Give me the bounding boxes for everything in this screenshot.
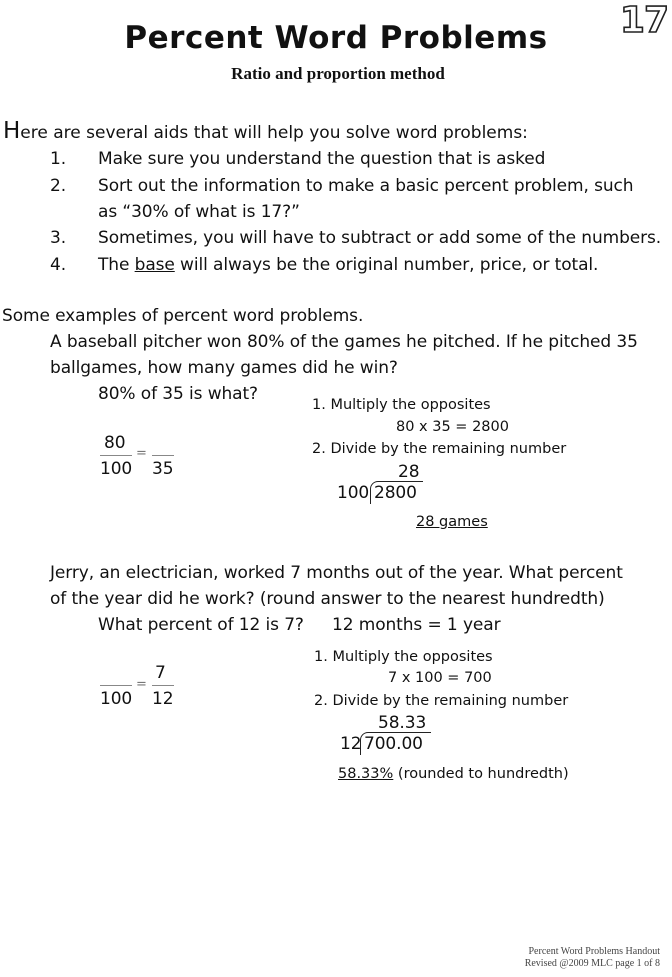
aid-text-4 (98, 255, 598, 275)
intro-line (3, 118, 528, 144)
example1-dividend: 2800 (374, 483, 417, 503)
page-number: 17 (619, 0, 668, 41)
aid-text-4-before: The (98, 255, 135, 275)
example1-answer: 28 games (416, 514, 488, 530)
examples-heading: Some examples of percent word problems. (2, 306, 364, 326)
example2-restated: What percent of 12 is 7? (98, 615, 304, 635)
example1-step1: 1. Multiply the opposites (312, 397, 491, 413)
example2-divisor: 12 (340, 734, 362, 754)
example2-fraction-right-bar (152, 685, 174, 686)
example2-step1: 1. Multiply the opposites (314, 649, 493, 665)
aid-text-4-base: base (134, 255, 175, 275)
example1-restated: 80% of 35 is what? (98, 384, 258, 404)
example1-quotient: 28 (398, 462, 420, 482)
aid-number-3: 3. (50, 228, 67, 248)
example2-line1: Jerry, an electrician, worked 7 months out of the year. What percent (50, 563, 623, 583)
aid-number-4: 4. (50, 255, 67, 275)
aid-number-2: 2. (50, 176, 67, 196)
example2-step2: 2. Divide by the remaining number (314, 693, 569, 709)
footer (525, 946, 660, 970)
example1-step1-calc: 80 x 35 = 2800 (396, 419, 509, 435)
aid-text-2-cont: as “30% of what is 17?” (98, 202, 300, 222)
aid-text-4-after: will always be the original number, price, or total. (174, 255, 599, 275)
footer-line2: Revised @2009 MLC page 1 of 8 (524, 958, 660, 969)
example2-fraction-right-num: 7 (155, 663, 166, 683)
example2-answer: 58.33% (338, 766, 394, 782)
example2-line2: of the year did he work? (round answer to the nearest hundredth) (50, 589, 605, 609)
example1-equals: = (136, 446, 147, 461)
footer-line1: Percent Word Problems Handout (528, 946, 660, 957)
intro-text: ere are several aids that will help you solve word problems: (20, 123, 528, 143)
example2-answer-note: (rounded to hundredth) (393, 766, 569, 782)
example2-fraction-left-bar (100, 685, 132, 686)
aid-number-1: 1. (50, 149, 67, 169)
example2-note: 12 months = 1 year (332, 615, 501, 635)
example2-fraction-left-den: 100 (100, 689, 133, 709)
example1-fraction-right-bar (152, 455, 174, 456)
example1-fraction-left-bar (100, 455, 132, 456)
example1-fraction-left-num: 80 (104, 433, 126, 453)
page-title: Percent Word Problems (124, 20, 548, 56)
example2-equals: = (136, 677, 147, 692)
example1-divisor: 100 (337, 483, 370, 503)
example2-step1-calc: 7 x 100 = 700 (388, 670, 492, 686)
example1-step2: 2. Divide by the remaining number (312, 441, 567, 457)
aid-text-2: Sort out the information to make a basic percent problem, such (98, 176, 634, 196)
example2-dividend: 700.00 (364, 734, 423, 754)
intro-first-letter: H (3, 118, 21, 144)
example2-answer-line (338, 766, 569, 782)
example1-line1: A baseball pitcher won 80% of the games he pitched. If he pitched 35 (50, 332, 638, 352)
example1-fraction-right-den: 35 (152, 459, 174, 479)
example1-fraction-left-den: 100 (100, 459, 133, 479)
aid-text-1: Make sure you understand the question that is asked (98, 149, 546, 169)
example1-line2: ballgames, how many games did he win? (50, 358, 398, 378)
example2-fraction-right-den: 12 (152, 689, 174, 709)
example2-quotient: 58.33 (378, 713, 427, 733)
aid-text-3: Sometimes, you will have to subtract or add some of the numbers. (98, 228, 662, 248)
page-subtitle: Ratio and proportion method (231, 64, 445, 83)
